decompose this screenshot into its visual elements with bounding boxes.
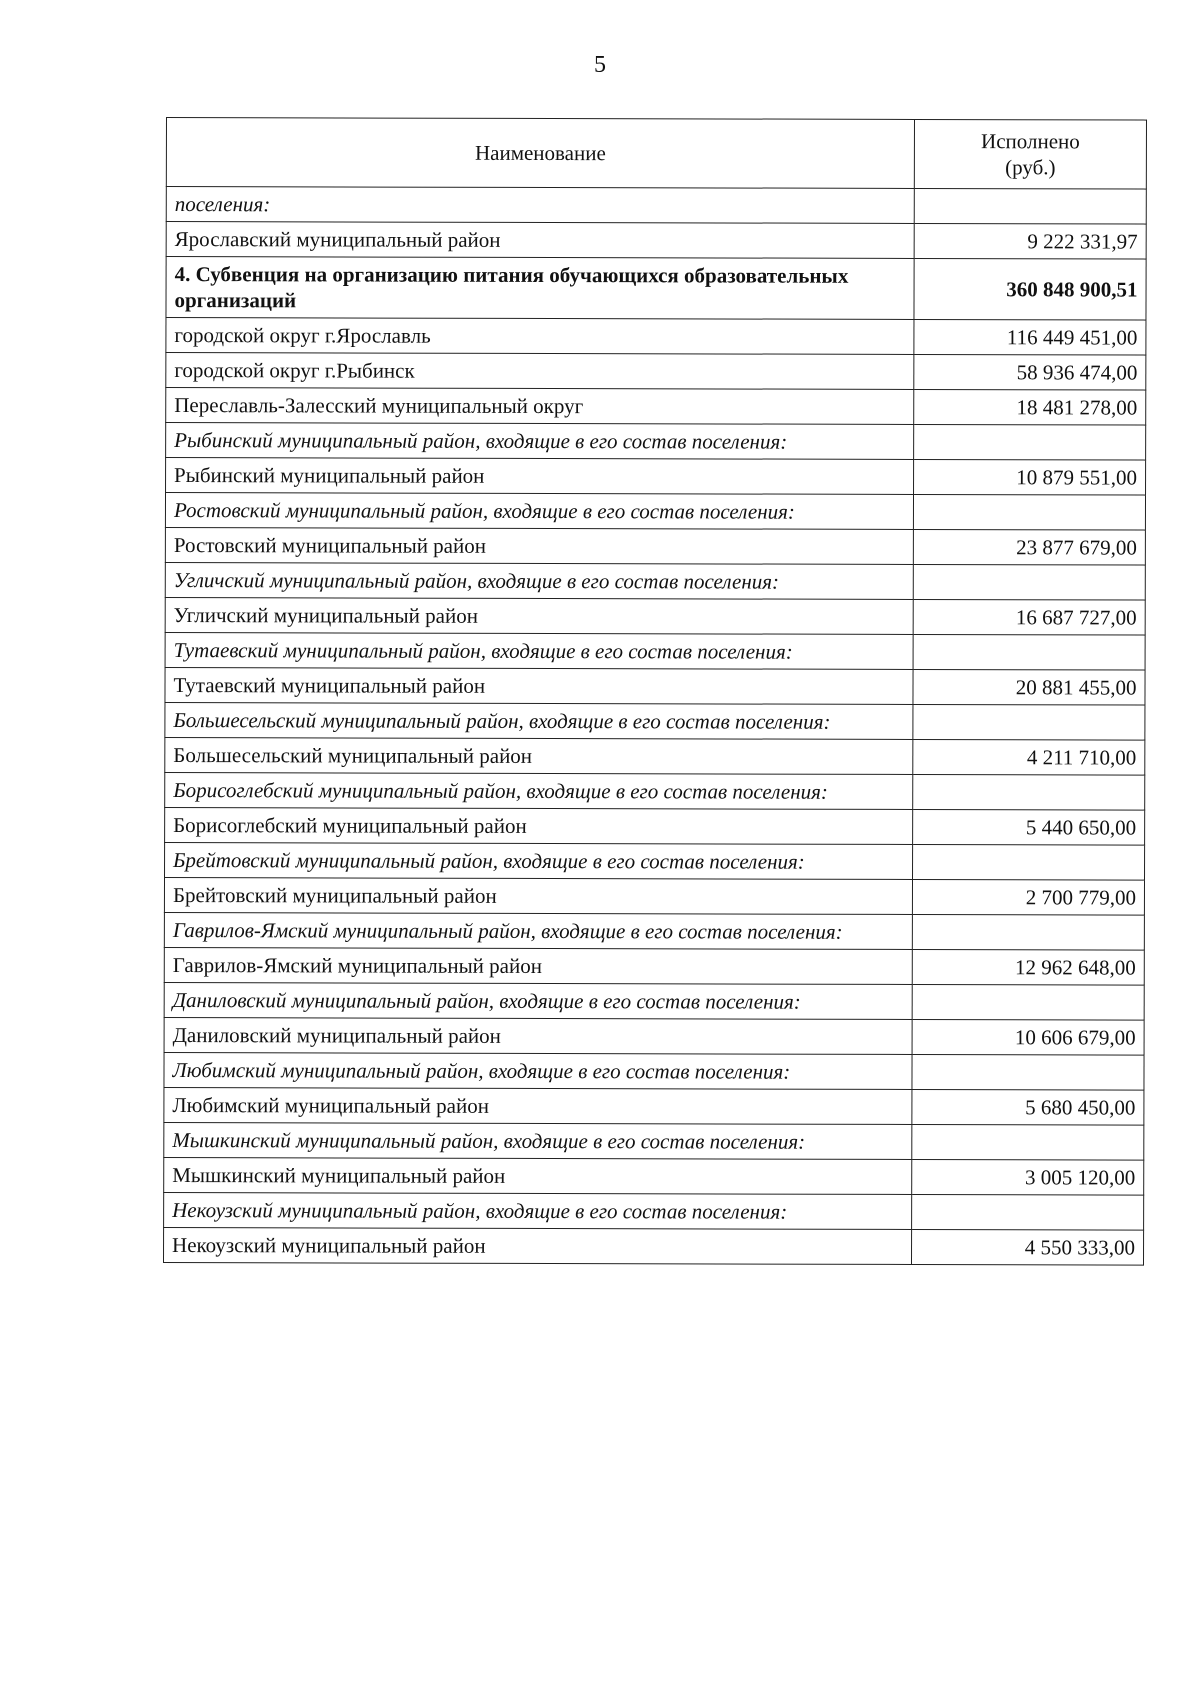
header-name: Наименование <box>166 118 914 189</box>
row-value: 360 848 900,51 <box>914 258 1146 320</box>
row-value <box>913 704 1145 740</box>
row-value <box>913 494 1145 530</box>
table-row-subheading <box>165 632 1145 670</box>
row-name: Любимский муниципальный район <box>164 1087 912 1124</box>
execution-table <box>163 117 1147 1266</box>
row-name: Гаврилов-Ямский муниципальный район <box>164 947 912 984</box>
row-value <box>914 424 1146 460</box>
table-row-section <box>166 257 1146 321</box>
table-row <box>164 1017 1144 1055</box>
row-name: Переславль-Залесский муниципальный округ <box>166 388 914 425</box>
table-row-subheading <box>164 912 1144 950</box>
table-row-subheading <box>165 562 1145 600</box>
row-name: Некоузский муниципальный район, входящие в его состав поселения: <box>164 1192 912 1229</box>
row-name: Тутаевский муниципальный район, входящие в его состав поселения: <box>165 632 913 669</box>
table-row <box>165 807 1145 845</box>
row-name: 4. Субвенция на организацию питания обучающихся образовательных организаций <box>166 257 914 320</box>
row-value <box>913 774 1145 810</box>
table-row-subheading <box>165 702 1145 740</box>
table-row <box>165 667 1145 705</box>
table-row <box>165 737 1145 775</box>
row-name: Даниловский муниципальный район <box>164 1017 912 1054</box>
row-name: Мышкинский муниципальный район, входящие в его состав поселения: <box>164 1122 912 1159</box>
row-name: Ярославский муниципальный район <box>166 222 914 259</box>
table-header-row <box>166 118 1146 190</box>
row-value: 5 680 450,00 <box>912 1089 1144 1125</box>
row-value: 16 687 727,00 <box>913 599 1145 635</box>
row-value: 3 005 120,00 <box>912 1159 1144 1195</box>
table-row <box>164 1227 1144 1265</box>
table-row-subheading <box>164 982 1144 1020</box>
row-value: 4 211 710,00 <box>913 739 1145 775</box>
row-name: Большесельский муниципальный район <box>165 737 913 774</box>
row-value: 4 550 333,00 <box>911 1229 1143 1265</box>
row-value: 9 222 331,97 <box>914 223 1146 259</box>
row-value <box>912 914 1144 950</box>
row-value: 10 879 551,00 <box>914 459 1146 495</box>
row-name: Угличский муниципальный район, входящие в его состав поселения: <box>165 562 913 599</box>
row-name: Брейтовский муниципальный район <box>164 877 912 914</box>
row-value: 58 936 474,00 <box>914 354 1146 390</box>
row-name: поселения: <box>166 187 914 224</box>
table-row <box>165 597 1145 635</box>
row-value: 20 881 455,00 <box>913 669 1145 705</box>
table-row-subheading <box>164 1192 1144 1230</box>
table-row <box>164 877 1144 915</box>
table-body <box>164 187 1147 1266</box>
row-name: Мышкинский муниципальный район <box>164 1157 912 1194</box>
table-row-subheading <box>164 1122 1144 1160</box>
row-value: 23 877 679,00 <box>913 529 1145 565</box>
row-value: 12 962 648,00 <box>912 949 1144 985</box>
table-row-subheading <box>164 1052 1144 1090</box>
row-value <box>912 1124 1144 1160</box>
row-value <box>913 564 1145 600</box>
row-name: Рыбинский муниципальный район <box>166 458 914 495</box>
row-name: Тутаевский муниципальный район <box>165 667 913 704</box>
table-row-subheading <box>165 842 1145 880</box>
row-name: Брейтовский муниципальный район, входящие в его состав поселения: <box>165 842 913 879</box>
table-row <box>166 318 1146 356</box>
row-value: 18 481 278,00 <box>914 389 1146 425</box>
row-value <box>912 1054 1144 1090</box>
row-name: городской округ г.Ярославль <box>166 318 914 355</box>
row-value <box>912 1194 1144 1230</box>
row-name: Некоузский муниципальный район <box>164 1227 912 1264</box>
table-row <box>164 947 1144 985</box>
table-row <box>166 353 1146 391</box>
table-row <box>164 1157 1144 1195</box>
table-row <box>165 527 1145 565</box>
row-value <box>913 844 1145 880</box>
header-value: Исполнено (руб.) <box>914 119 1146 189</box>
table-row-subheading <box>165 493 1145 531</box>
row-value: 2 700 779,00 <box>912 879 1144 915</box>
table-row <box>166 458 1146 496</box>
row-name: Ростовский муниципальный район <box>165 527 913 564</box>
page-number: 5 <box>594 52 606 78</box>
row-name: Угличский муниципальный район <box>165 597 913 634</box>
row-value: 116 449 451,00 <box>914 319 1146 355</box>
row-value: 10 606 679,00 <box>912 1019 1144 1055</box>
row-value <box>913 634 1145 670</box>
row-name: Ростовский муниципальный район, входящие в его состав поселения: <box>165 493 913 530</box>
row-name: Большесельский муниципальный район, входящие в его состав поселения: <box>165 702 913 739</box>
table-row-subheading <box>165 772 1145 810</box>
row-name: Рыбинский муниципальный район, входящие в его состав поселения: <box>166 423 914 460</box>
row-value: 5 440 650,00 <box>913 809 1145 845</box>
table-row-subheading <box>166 187 1146 225</box>
table-row-subheading <box>166 423 1146 461</box>
row-value <box>912 984 1144 1020</box>
row-name: городской округ г.Рыбинск <box>166 353 914 390</box>
row-name: Борисоглебский муниципальный район, входящие в его состав поселения: <box>165 772 913 809</box>
row-value <box>914 188 1146 224</box>
table-row <box>166 388 1146 426</box>
row-name: Любимский муниципальный район, входящие в его состав поселения: <box>164 1052 912 1089</box>
row-name: Гаврилов-Ямский муниципальный район, входящие в его состав поселения: <box>164 912 912 949</box>
row-name: Борисоглебский муниципальный район <box>165 807 913 844</box>
row-name: Даниловский муниципальный район, входящие в его состав поселения: <box>164 982 912 1019</box>
table-row <box>164 1087 1144 1125</box>
table-row <box>166 222 1146 260</box>
